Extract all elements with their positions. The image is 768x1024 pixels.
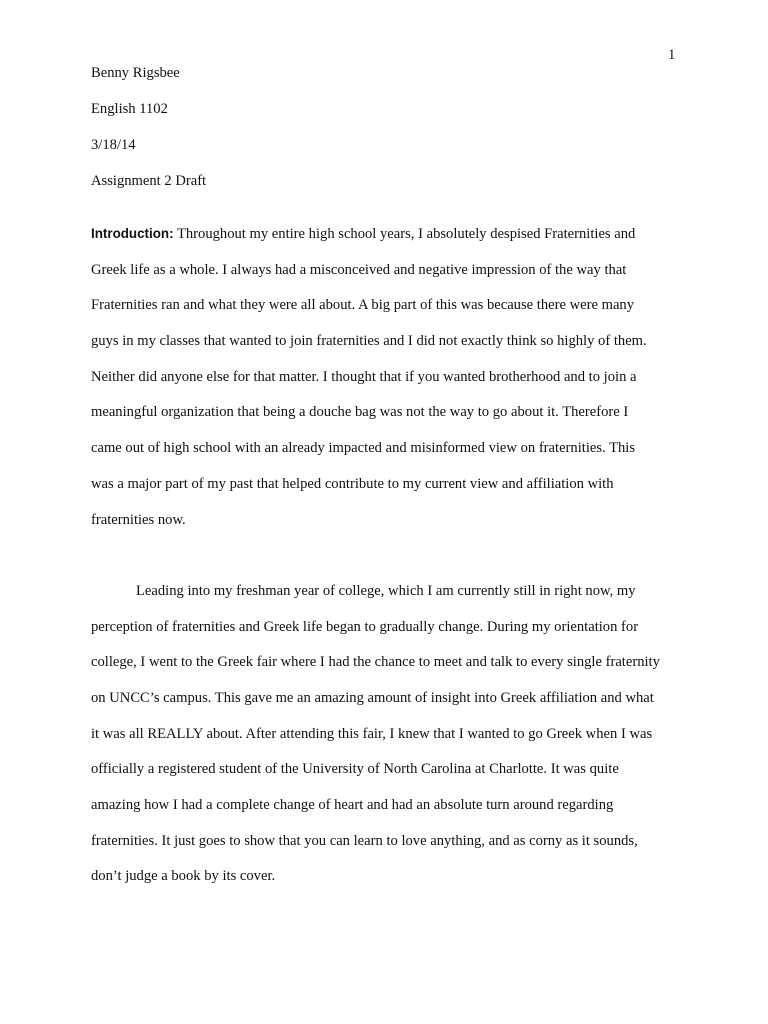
intro-line: was a major part of my past that helped contribute to my current view and affiliation with xyxy=(91,475,614,492)
paragraph-gap xyxy=(91,546,687,582)
paragraph-line: Leading into my freshman year of college, which I am currently still in right now, my xyxy=(136,582,636,599)
document-date: 3/18/14 xyxy=(91,137,136,153)
intro-line: Fraternities ran and what they were all about. A big part of this was because there were many xyxy=(91,297,635,314)
paragraph-line: on UNCC’s campus. This gave me an amazing amount of insight into Greek affiliation and what xyxy=(91,689,654,706)
document-body xyxy=(91,225,687,903)
document-header xyxy=(91,64,206,208)
intro-line: Neither did anyone else for that matter. I thought that if you wanted brotherhood and to join a xyxy=(91,368,637,385)
intro-line: Greek life as a whole. I always had a misconceived and negative impression of the way that xyxy=(91,261,627,278)
intro-label: Introduction: xyxy=(91,226,174,241)
paragraph-line: it was all REALLY about. After attending this fair, I knew that I wanted to go Greek when I was xyxy=(91,725,653,742)
intro-line: meaningful organization that being a douche bag was not the way to go about it. Therefore I xyxy=(91,404,629,421)
page-number: 1 xyxy=(668,47,676,63)
paragraph-line: college, I went to the Greek fair where I had the chance to meet and talk to every single fraternity xyxy=(91,654,660,671)
course-name: English 1102 xyxy=(91,101,168,117)
intro-text: Throughout my entire high school years, I absolutely despised Fraternities and xyxy=(173,226,636,242)
assignment-title: Assignment 2 Draft xyxy=(91,173,207,189)
paragraph-line: perception of fraternities and Greek life began to gradually change. During my orientation for xyxy=(91,618,639,635)
intro-line xyxy=(91,225,687,261)
intro-line: guys in my classes that wanted to join fraternities and I did not exactly think so highly of them. xyxy=(91,333,647,350)
paragraph-line: amazing how I had a complete change of heart and had an absolute turn around regarding xyxy=(91,797,614,813)
intro-line: came out of high school with an already impacted and misinformed view on fraternities. This xyxy=(91,440,636,457)
paragraph-line: don’t judge a book by its cover. xyxy=(91,868,276,885)
paragraph-line: officially a registered student of the University of North Carolina at Charlotte. It was quite xyxy=(91,761,619,778)
author-name: Benny Rigsbee xyxy=(91,65,180,81)
paragraph-line: fraternities. It just goes to show that you can learn to love anything, and as corny as it sounds, xyxy=(91,832,638,849)
intro-line: fraternities now. xyxy=(91,511,186,528)
